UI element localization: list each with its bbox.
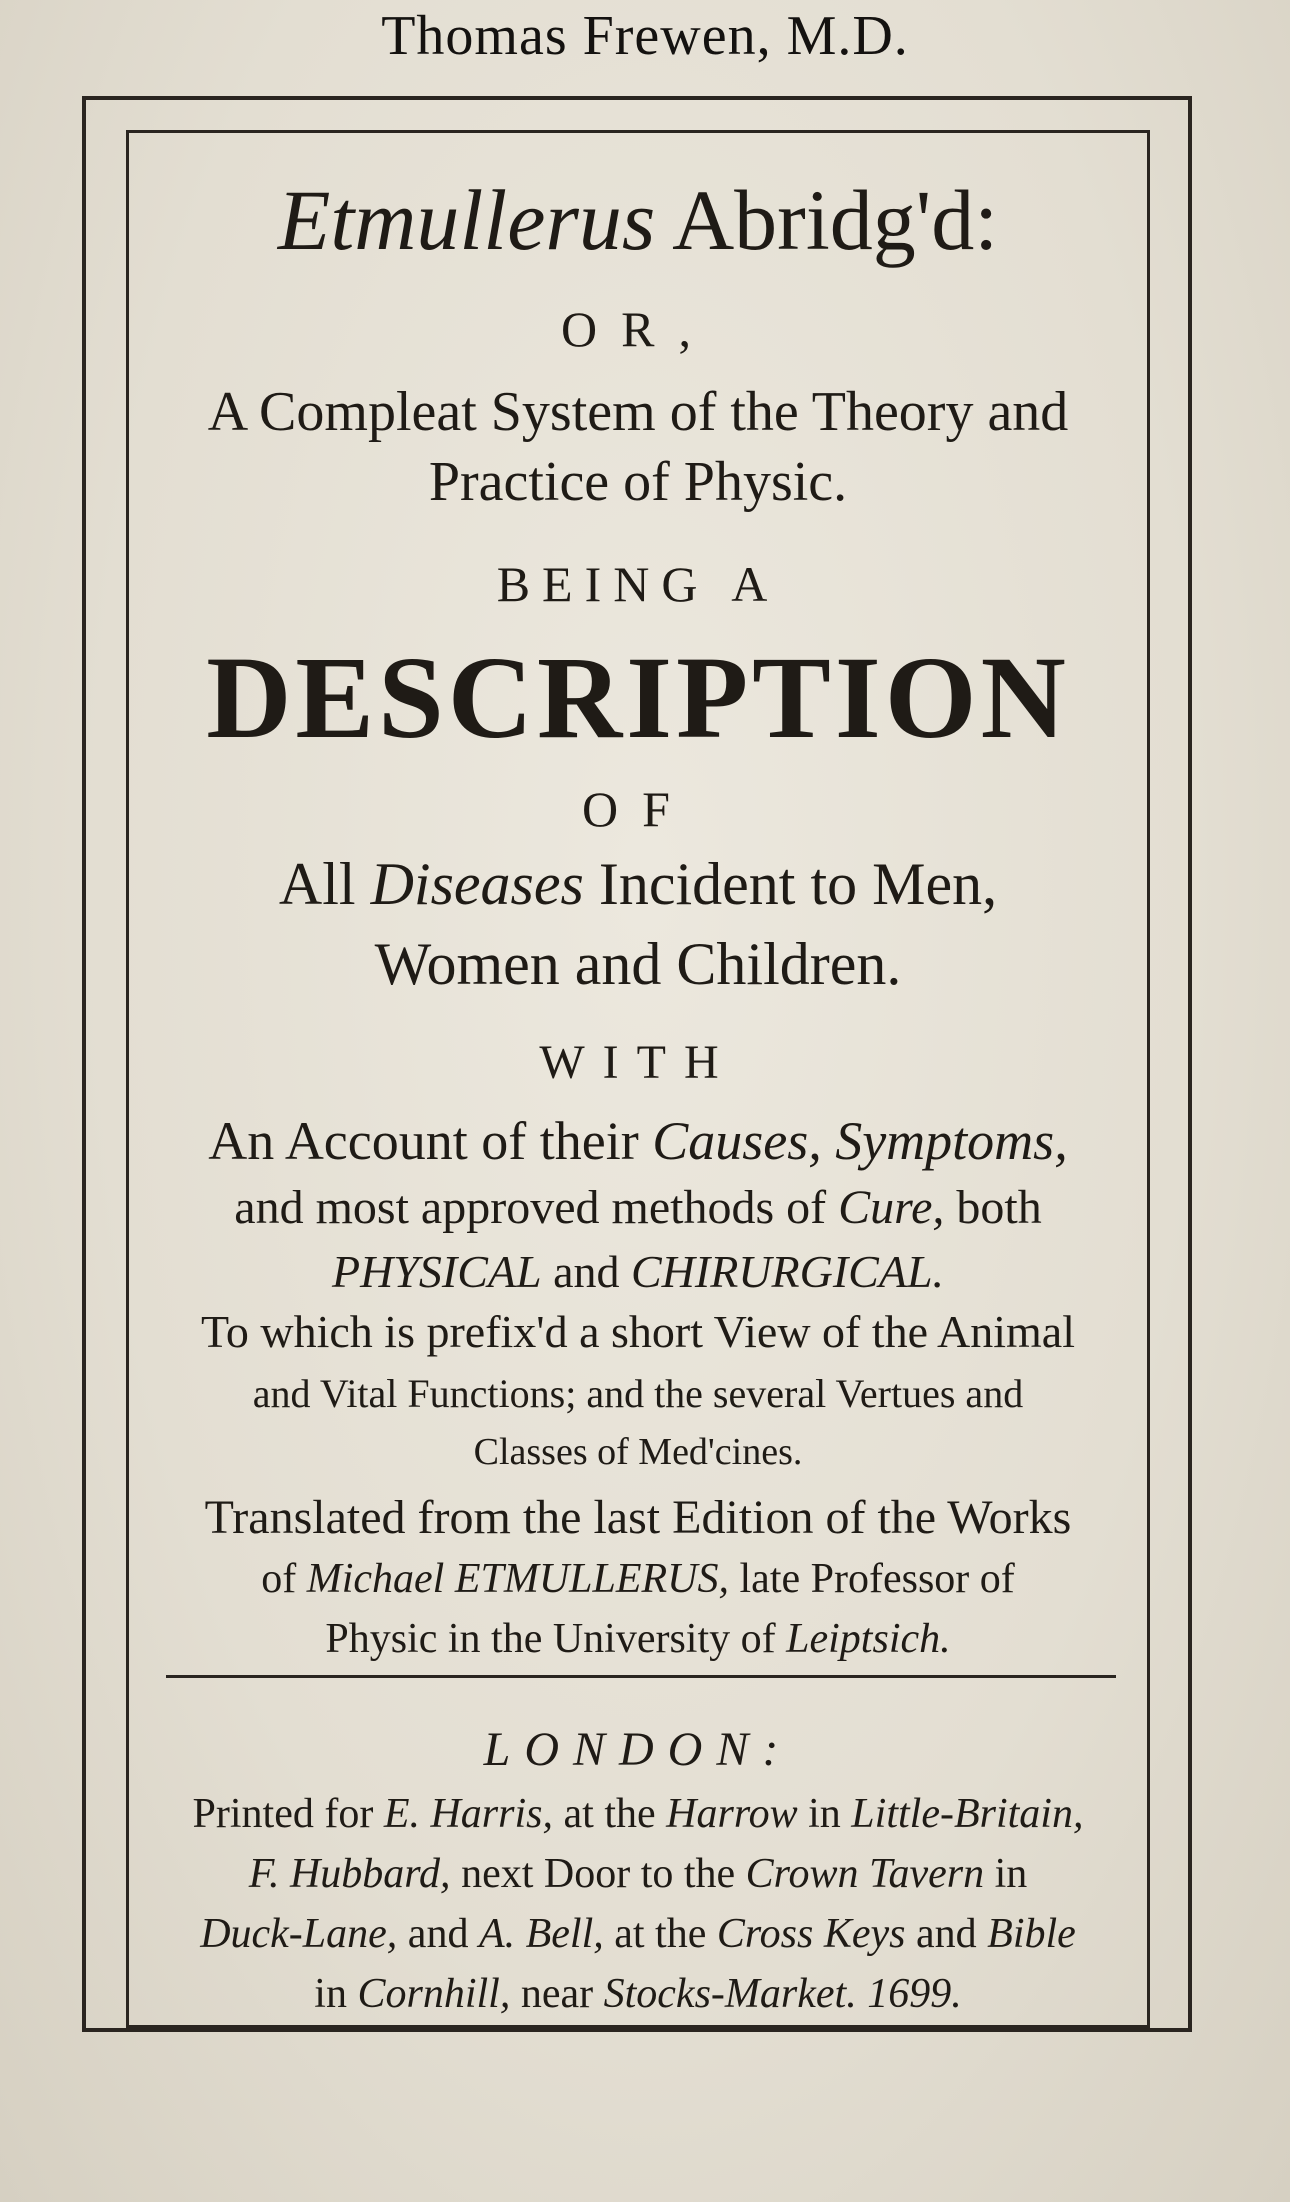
account-line-2 [126, 1180, 1150, 1235]
imprint-line-1-a: Printed for [192, 1791, 374, 1837]
imprint-line-1 [126, 1790, 1150, 1838]
account-line-1-a: An Account of their [208, 1111, 639, 1171]
account-line-3-c: CHIRURGICAL. [630, 1246, 945, 1297]
imprint-line-4-d: Stocks-Market. [603, 1971, 857, 2017]
imprint-line-1-d: Harrow [666, 1791, 798, 1837]
imprint-line-1-f: Little-Britain, [851, 1791, 1084, 1837]
imprint-line-3-a: Duck-Lane, [200, 1911, 398, 1957]
with-line: WITH [539, 1036, 737, 1089]
account-line-1-b: Causes, [652, 1111, 822, 1171]
title-page-text [126, 130, 1150, 2028]
translated-line-2 [126, 1555, 1150, 1603]
account-line-1 [126, 1110, 1150, 1172]
imprint-line-4-e: 1699. [867, 1971, 962, 2017]
prefix-line-1: To which is prefix'd a short View of the Animal [200, 1306, 1076, 1357]
translated-line-3-a: Physic in the University of [325, 1616, 776, 1662]
account-line-1-c: Symptoms, [835, 1111, 1068, 1171]
translated-line-3 [126, 1615, 1150, 1663]
imprint-line-3 [126, 1910, 1150, 1958]
description-heading: DESCRIPTION [206, 632, 1070, 763]
diseases-line-1 [126, 850, 1150, 919]
imprint-line-4-b: Cornhill, [357, 1971, 511, 2017]
being-a-line: BEING A [496, 556, 780, 612]
owner-signature: Thomas Frewen, M.D. [381, 5, 909, 67]
main-title-part1: Etmullerus [277, 172, 656, 268]
translated-line-1: Translated from the last Edition of the Works [204, 1491, 1072, 1544]
imprint-line-3-d: at the [614, 1911, 707, 1957]
imprint-line-1-c: at the [563, 1791, 656, 1837]
diseases-line-1-b: Diseases [370, 851, 584, 917]
of-line: OF [582, 781, 694, 837]
account-line-3-b: and [553, 1246, 620, 1297]
imprint-line-3-f: and [916, 1911, 977, 1957]
imprint-line-4 [126, 1970, 1150, 2018]
translated-line-2-c: late Professor of [739, 1556, 1015, 1602]
imprint-line-2-a: F. Hubbard, [248, 1851, 451, 1897]
main-title [126, 170, 1150, 270]
prefix-line-2: and Vital Functions; and the several Vertues and [252, 1371, 1024, 1416]
account-line-2-c: both [956, 1181, 1042, 1234]
account-line-3 [126, 1245, 1150, 1298]
or-line: OR, [561, 301, 715, 357]
imprint-line-4-c: near [520, 1971, 594, 2017]
subtitle-line-2: Practice of Physic. [428, 451, 848, 513]
translated-line-3-b: Leiptsich. [786, 1616, 951, 1662]
london-line: LONDON: [483, 1723, 793, 1776]
imprint-line-3-c: A. Bell, [478, 1911, 604, 1957]
diseases-line-1-c: Incident to Men, [598, 851, 998, 917]
imprint-line-2-c: Crown Tavern [745, 1851, 985, 1897]
imprint-line-4-a: in [314, 1971, 347, 2017]
horizontal-rule [166, 1675, 1116, 1678]
account-line-2-a: and most approved methods of [234, 1181, 827, 1234]
imprint-line-3-g: Bible [987, 1911, 1076, 1957]
main-title-part2: Abridg'd: [672, 172, 999, 268]
subtitle-line-1: A Compleat System of the Theory and [207, 381, 1069, 443]
imprint-line-3-e: Cross Keys [716, 1911, 906, 1957]
diseases-line-2: Women and Children. [374, 931, 902, 997]
translated-line-2-a: of [261, 1556, 297, 1602]
imprint-line-2 [126, 1850, 1150, 1898]
imprint-line-1-e: in [808, 1791, 841, 1837]
imprint-line-2-b: next Door to the [461, 1851, 736, 1897]
account-line-3-a: PHYSICAL [331, 1246, 542, 1297]
imprint-line-2-d: in [994, 1851, 1028, 1897]
diseases-line-1-a: All [278, 851, 356, 917]
imprint-line-3-b: and [407, 1911, 469, 1957]
account-line-2-b: Cure, [838, 1181, 945, 1234]
prefix-line-3: Classes of Med'cines. [473, 1431, 803, 1473]
imprint-line-1-b: E. Harris, [383, 1791, 554, 1837]
translated-line-2-b: Michael ETMULLERUS, [306, 1556, 730, 1602]
